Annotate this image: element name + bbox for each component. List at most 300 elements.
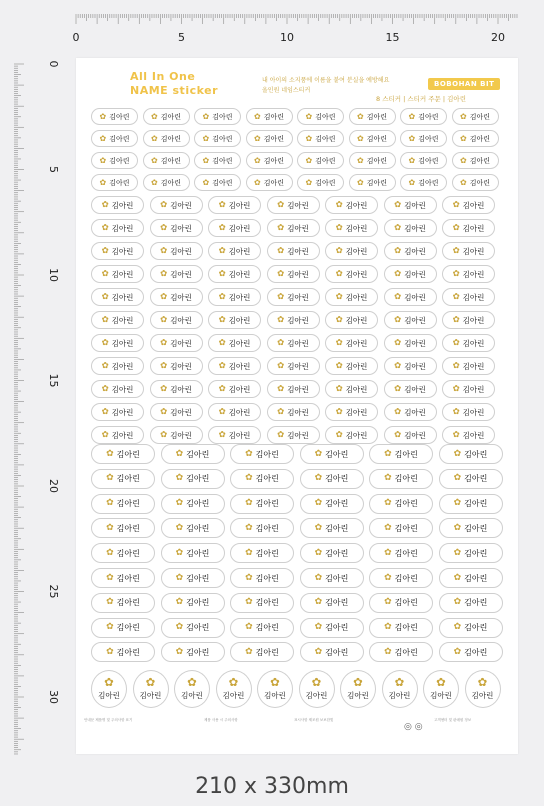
daisy-icon: ✿	[453, 622, 462, 633]
daisy-icon: ✿	[254, 111, 261, 121]
sticker-name-text: 김아린	[345, 338, 368, 348]
sticker-name-text: 김아린	[462, 361, 485, 371]
brand-title-line1: All In One	[130, 70, 196, 83]
daisy-icon: ✿	[101, 314, 109, 325]
daisy-icon: ✿	[106, 572, 114, 583]
name-sticker	[208, 426, 261, 444]
name-sticker	[439, 593, 503, 613]
name-sticker	[465, 670, 501, 708]
daisy-icon: ✿	[335, 245, 343, 256]
name-sticker	[150, 311, 203, 329]
sticker-name-text: 김아린	[111, 338, 134, 348]
sticker-name-text: 김아린	[464, 548, 488, 558]
sticker-name-text: 김아린	[394, 623, 418, 633]
sticker-name-text: 김아린	[170, 200, 192, 210]
sticker-name-text: 김아린	[418, 156, 439, 165]
name-sticker	[325, 242, 378, 260]
name-sticker	[400, 174, 447, 191]
name-sticker	[442, 265, 495, 283]
sticker-name-text: 김아린	[464, 523, 488, 533]
footer-info	[84, 718, 510, 748]
daisy-icon: ✿	[99, 155, 107, 165]
sticker-name-text: 김아린	[418, 134, 439, 143]
sticker-name-text: 김아린	[287, 430, 309, 440]
name-sticker	[452, 130, 499, 147]
name-sticker	[91, 518, 155, 538]
daisy-icon: ✿	[254, 155, 261, 165]
daisy-icon: ✿	[305, 111, 313, 121]
sticker-name-text: 김아린	[170, 269, 192, 279]
sticker-name-text: 김아린	[325, 598, 349, 608]
name-sticker	[150, 357, 203, 375]
name-sticker	[267, 219, 320, 237]
footer-text-3: 표시사항 제조원 보보한빛	[294, 718, 334, 722]
sticker-name-text: 김아린	[111, 269, 134, 279]
daisy-icon: ✿	[460, 111, 467, 121]
sticker-name-text: 김아린	[315, 156, 336, 165]
name-sticker	[369, 618, 433, 638]
sticker-name-text: 김아린	[388, 690, 411, 700]
daisy-icon: ✿	[384, 572, 392, 583]
sticker-name-text: 김아린	[462, 338, 485, 348]
sticker-name-text: 김아린	[170, 361, 192, 371]
name-sticker	[150, 196, 203, 214]
daisy-icon: ✿	[408, 155, 416, 165]
name-sticker	[91, 196, 144, 214]
sticker-name-text: 김아린	[404, 407, 426, 417]
daisy-icon: ✿	[160, 337, 168, 348]
daisy-icon: ✿	[460, 155, 467, 165]
sticker-name-text: 김아린	[345, 384, 368, 394]
sticker-name-text: 김아린	[404, 384, 426, 394]
daisy-icon: ✿	[99, 111, 107, 121]
daisy-icon: ✿	[357, 177, 364, 187]
daisy-icon: ✿	[305, 177, 313, 187]
sticker-name-text: 김아린	[345, 223, 368, 233]
name-sticker	[325, 426, 378, 444]
sticker-name-text: 김아린	[228, 246, 251, 256]
name-sticker	[91, 130, 138, 147]
daisy-icon: ✿	[175, 522, 184, 533]
daisy-icon: ✿	[270, 675, 280, 690]
sticker-grid	[76, 58, 518, 754]
sticker-name-text: 김아린	[212, 134, 233, 143]
sticker-name-text: 김아린	[160, 156, 181, 165]
sticker-name-text: 김아린	[366, 178, 387, 187]
sticker-name-text: 김아린	[404, 338, 426, 348]
sticker-name-text: 김아린	[404, 246, 426, 256]
daisy-icon: ✿	[160, 199, 168, 210]
sticker-sheet	[76, 58, 518, 754]
name-sticker	[325, 357, 378, 375]
sticker-name-text: 김아린	[116, 474, 140, 484]
daisy-icon: ✿	[384, 622, 392, 633]
daisy-icon: ✿	[452, 337, 460, 348]
daisy-icon: ✿	[245, 597, 253, 608]
name-sticker	[439, 444, 503, 464]
sticker-name-text: 김아린	[287, 361, 309, 371]
sticker-name-text: 김아린	[464, 573, 488, 583]
name-sticker	[91, 670, 127, 708]
name-sticker	[400, 152, 447, 169]
name-sticker	[439, 543, 503, 563]
sticker-name-text: 김아린	[345, 246, 368, 256]
sticker-name-text: 김아린	[430, 690, 452, 700]
daisy-icon: ✿	[187, 675, 197, 690]
sticker-name-text: 김아린	[394, 474, 418, 484]
left-ruler-label: 15	[47, 373, 60, 388]
daisy-icon: ✿	[160, 245, 168, 256]
daisy-icon: ✿	[314, 547, 323, 558]
daisy-icon: ✿	[228, 675, 239, 690]
left-ruler-label: 10	[47, 268, 60, 282]
daisy-icon: ✿	[452, 291, 460, 302]
daisy-icon: ✿	[277, 383, 285, 394]
name-sticker	[208, 380, 261, 398]
name-sticker	[369, 568, 433, 588]
name-sticker	[91, 311, 144, 329]
name-sticker	[400, 130, 447, 147]
sticker-name-text: 김아린	[186, 449, 210, 459]
name-sticker	[442, 242, 495, 260]
name-sticker	[208, 265, 261, 283]
daisy-icon: ✿	[384, 646, 392, 657]
sticker-name-text: 김아린	[287, 338, 309, 348]
name-sticker	[91, 380, 144, 398]
name-sticker	[208, 357, 261, 375]
name-sticker	[423, 670, 459, 708]
sticker-name-text: 김아린	[462, 200, 485, 210]
daisy-icon: ✿	[106, 622, 114, 633]
name-sticker	[384, 334, 437, 352]
name-sticker	[246, 130, 293, 147]
name-sticker	[267, 265, 320, 283]
left-ruler-label: 20	[47, 479, 60, 493]
daisy-icon: ✿	[151, 155, 158, 165]
sticker-name-text: 김아린	[404, 200, 426, 210]
sticker-name-text: 김아린	[464, 647, 488, 657]
name-sticker	[369, 518, 433, 538]
name-sticker	[442, 426, 495, 444]
sticker-name-text: 김아린	[404, 269, 426, 279]
name-sticker	[400, 108, 447, 125]
name-sticker	[369, 469, 433, 489]
daisy-icon: ✿	[254, 133, 261, 143]
sticker-name-text: 김아린	[186, 647, 210, 657]
daisy-icon: ✿	[175, 498, 184, 509]
sticker-name-text: 김아린	[394, 573, 418, 583]
name-sticker	[267, 311, 320, 329]
daisy-icon: ✿	[277, 337, 285, 348]
sticker-name-text: 김아린	[462, 384, 485, 394]
daisy-icon: ✿	[335, 337, 343, 348]
name-sticker	[91, 444, 155, 464]
sticker-name-text: 김아린	[345, 315, 368, 325]
name-sticker	[300, 469, 364, 489]
sticker-name-text: 김아린	[116, 623, 140, 633]
name-sticker	[442, 311, 495, 329]
daisy-icon: ✿	[384, 498, 392, 509]
sticker-name-text: 김아린	[170, 292, 192, 302]
name-sticker	[267, 288, 320, 306]
daisy-icon: ✿	[99, 133, 107, 143]
sticker-name-text: 김아린	[394, 598, 418, 608]
name-sticker	[161, 494, 225, 514]
daisy-icon: ✿	[101, 291, 109, 302]
daisy-icon: ✿	[452, 222, 460, 233]
sticker-name-text: 김아린	[325, 474, 349, 484]
sticker-name-text: 김아린	[181, 690, 203, 700]
daisy-icon: ✿	[218, 245, 226, 256]
daisy-icon: ✿	[314, 646, 323, 657]
name-sticker	[91, 265, 144, 283]
name-sticker	[194, 174, 241, 191]
left-ruler-ticks	[14, 54, 62, 759]
name-sticker	[369, 642, 433, 662]
name-sticker	[143, 152, 190, 169]
name-sticker	[91, 174, 138, 191]
name-sticker	[150, 334, 203, 352]
daisy-icon: ✿	[452, 360, 460, 371]
sticker-name-text: 김아린	[186, 499, 210, 509]
daisy-icon: ✿	[218, 291, 226, 302]
daisy-icon: ✿	[106, 522, 114, 533]
daisy-icon: ✿	[314, 622, 323, 633]
name-sticker	[325, 265, 378, 283]
daisy-icon: ✿	[384, 597, 392, 608]
daisy-icon: ✿	[453, 572, 462, 583]
sticker-name-text: 김아린	[404, 430, 426, 440]
name-sticker	[161, 444, 225, 464]
daisy-icon: ✿	[99, 177, 107, 187]
name-sticker	[194, 108, 241, 125]
daisy-icon: ✿	[160, 222, 168, 233]
name-sticker	[384, 219, 437, 237]
left-ruler-label: 25	[47, 584, 60, 599]
name-sticker	[369, 543, 433, 563]
certification-icons: ◎ ◎	[404, 722, 423, 732]
name-sticker	[300, 444, 364, 464]
name-sticker	[161, 568, 225, 588]
dimension-label: 210 x 330mm	[195, 774, 349, 799]
daisy-icon: ✿	[218, 429, 226, 440]
sticker-name-text: 김아린	[325, 499, 349, 509]
sticker-name-text: 김아린	[170, 430, 192, 440]
sticker-name-text: 김아린	[287, 384, 309, 394]
daisy-icon: ✿	[277, 268, 285, 279]
name-sticker	[384, 357, 437, 375]
sticker-name-text: 김아린	[212, 156, 233, 165]
name-sticker	[442, 357, 495, 375]
sticker-name-text: 김아린	[116, 598, 140, 608]
sticker-name-text: 김아린	[394, 449, 418, 459]
name-sticker	[384, 242, 437, 260]
name-sticker	[91, 593, 155, 613]
sticker-name-text: 김아린	[111, 430, 134, 440]
name-sticker	[150, 242, 203, 260]
top-ruler-ticks	[66, 14, 521, 54]
sticker-name-text: 김아린	[471, 690, 494, 700]
sticker-name-text: 김아린	[255, 523, 279, 533]
sticker-name-text: 김아린	[305, 690, 328, 700]
name-sticker	[300, 593, 364, 613]
name-sticker	[325, 334, 378, 352]
name-sticker	[91, 568, 155, 588]
name-sticker	[91, 219, 144, 237]
name-sticker	[91, 242, 144, 260]
name-sticker	[230, 469, 294, 489]
name-sticker	[208, 288, 261, 306]
sticker-name-text: 김아린	[111, 200, 134, 210]
sticker-name-text: 김아린	[287, 246, 309, 256]
daisy-icon: ✿	[452, 245, 460, 256]
sticker-name-text: 김아린	[255, 623, 279, 633]
daisy-icon: ✿	[314, 522, 323, 533]
daisy-icon: ✿	[218, 383, 226, 394]
daisy-icon: ✿	[453, 547, 462, 558]
sticker-name-text: 김아린	[345, 361, 368, 371]
name-sticker	[382, 670, 418, 708]
daisy-icon: ✿	[160, 383, 168, 394]
daisy-icon: ✿	[277, 360, 285, 371]
daisy-icon: ✿	[408, 177, 416, 187]
name-sticker	[384, 426, 437, 444]
sticker-name-text: 김아린	[464, 449, 488, 459]
name-sticker	[230, 642, 294, 662]
sticker-name-text: 김아린	[116, 523, 140, 533]
name-sticker	[349, 152, 396, 169]
sticker-name-text: 김아린	[345, 292, 368, 302]
name-sticker	[246, 108, 293, 125]
daisy-icon: ✿	[335, 222, 343, 233]
sticker-name-text: 김아린	[418, 112, 439, 121]
sticker-name-text: 김아린	[469, 178, 490, 187]
name-sticker	[297, 174, 344, 191]
name-sticker	[230, 568, 294, 588]
daisy-icon: ✿	[353, 675, 363, 690]
name-sticker	[194, 152, 241, 169]
left-ruler-label: 30	[47, 690, 60, 704]
sticker-name-text: 김아린	[170, 384, 192, 394]
sticker-name-text: 김아린	[464, 598, 488, 608]
name-sticker	[325, 380, 378, 398]
sticker-name-text: 김아린	[462, 407, 485, 417]
daisy-icon: ✿	[202, 133, 210, 143]
top-ruler	[66, 14, 521, 54]
sticker-name-text: 김아린	[228, 200, 251, 210]
sticker-name-text: 김아린	[315, 178, 336, 187]
daisy-icon: ✿	[277, 429, 285, 440]
daisy-icon: ✿	[106, 597, 114, 608]
name-sticker	[267, 403, 320, 421]
sticker-name-text: 김아린	[462, 269, 485, 279]
daisy-icon: ✿	[145, 675, 156, 690]
daisy-icon: ✿	[106, 448, 114, 459]
name-sticker	[369, 494, 433, 514]
daisy-icon: ✿	[277, 291, 285, 302]
name-sticker	[439, 618, 503, 638]
daisy-icon: ✿	[357, 133, 364, 143]
sticker-name-text: 김아린	[111, 292, 134, 302]
name-sticker	[384, 380, 437, 398]
daisy-icon: ✿	[335, 291, 343, 302]
daisy-icon: ✿	[453, 448, 462, 459]
name-sticker	[299, 670, 335, 708]
sticker-name-text: 김아린	[116, 573, 140, 583]
name-sticker	[143, 108, 190, 125]
top-ruler-label: 5	[178, 31, 185, 44]
daisy-icon: ✿	[436, 675, 446, 690]
daisy-icon: ✿	[202, 177, 210, 187]
sticker-name-text: 김아린	[186, 573, 210, 583]
name-sticker	[230, 543, 294, 563]
sticker-name-text: 김아린	[170, 338, 192, 348]
daisy-icon: ✿	[245, 448, 253, 459]
name-sticker	[267, 334, 320, 352]
name-sticker	[161, 469, 225, 489]
sticker-name-text: 김아린	[462, 246, 485, 256]
daisy-icon: ✿	[101, 406, 109, 417]
daisy-icon: ✿	[384, 522, 392, 533]
footer-text-1: 안내문 제품명 및 주의사항 표기	[84, 718, 133, 722]
sticker-name-text: 김아린	[464, 499, 488, 509]
name-sticker	[91, 152, 138, 169]
name-sticker	[369, 444, 433, 464]
name-sticker	[267, 196, 320, 214]
daisy-icon: ✿	[394, 675, 405, 690]
name-sticker	[349, 130, 396, 147]
daisy-icon: ✿	[175, 473, 184, 484]
daisy-icon: ✿	[175, 597, 184, 608]
daisy-icon: ✿	[245, 622, 253, 633]
name-sticker	[161, 543, 225, 563]
tagline-line1: 내 아이의 소지품에 이름을 붙여 분실을 예방해요	[262, 77, 390, 84]
daisy-icon: ✿	[394, 337, 402, 348]
name-sticker	[300, 543, 364, 563]
name-sticker	[439, 469, 503, 489]
daisy-icon: ✿	[384, 473, 392, 484]
sticker-name-text: 김아린	[212, 178, 233, 187]
daisy-icon: ✿	[218, 314, 226, 325]
daisy-icon: ✿	[104, 675, 114, 690]
name-sticker	[300, 568, 364, 588]
sticker-name-text: 김아린	[116, 647, 140, 657]
daisy-icon: ✿	[394, 383, 402, 394]
daisy-icon: ✿	[160, 360, 168, 371]
daisy-icon: ✿	[314, 572, 323, 583]
daisy-icon: ✿	[408, 133, 416, 143]
sticker-name-text: 김아린	[462, 430, 485, 440]
sticker-name-text: 김아린	[255, 598, 279, 608]
name-sticker	[300, 494, 364, 514]
tagline-line2: 올인원 네임스티커	[262, 87, 311, 94]
sticker-name-text: 김아린	[325, 647, 349, 657]
top-ruler-label: 20	[491, 31, 505, 44]
name-sticker	[216, 670, 252, 708]
daisy-icon: ✿	[245, 522, 253, 533]
daisy-icon: ✿	[335, 314, 343, 325]
name-sticker	[439, 518, 503, 538]
name-sticker	[208, 334, 261, 352]
daisy-icon: ✿	[101, 360, 109, 371]
daisy-icon: ✿	[453, 522, 462, 533]
name-sticker	[452, 174, 499, 191]
daisy-icon: ✿	[314, 498, 323, 509]
sticker-name-text: 김아린	[98, 690, 120, 700]
sticker-name-text: 김아린	[111, 407, 134, 417]
sticker-name-text: 김아린	[345, 430, 368, 440]
sticker-name-text: 김아린	[111, 223, 134, 233]
